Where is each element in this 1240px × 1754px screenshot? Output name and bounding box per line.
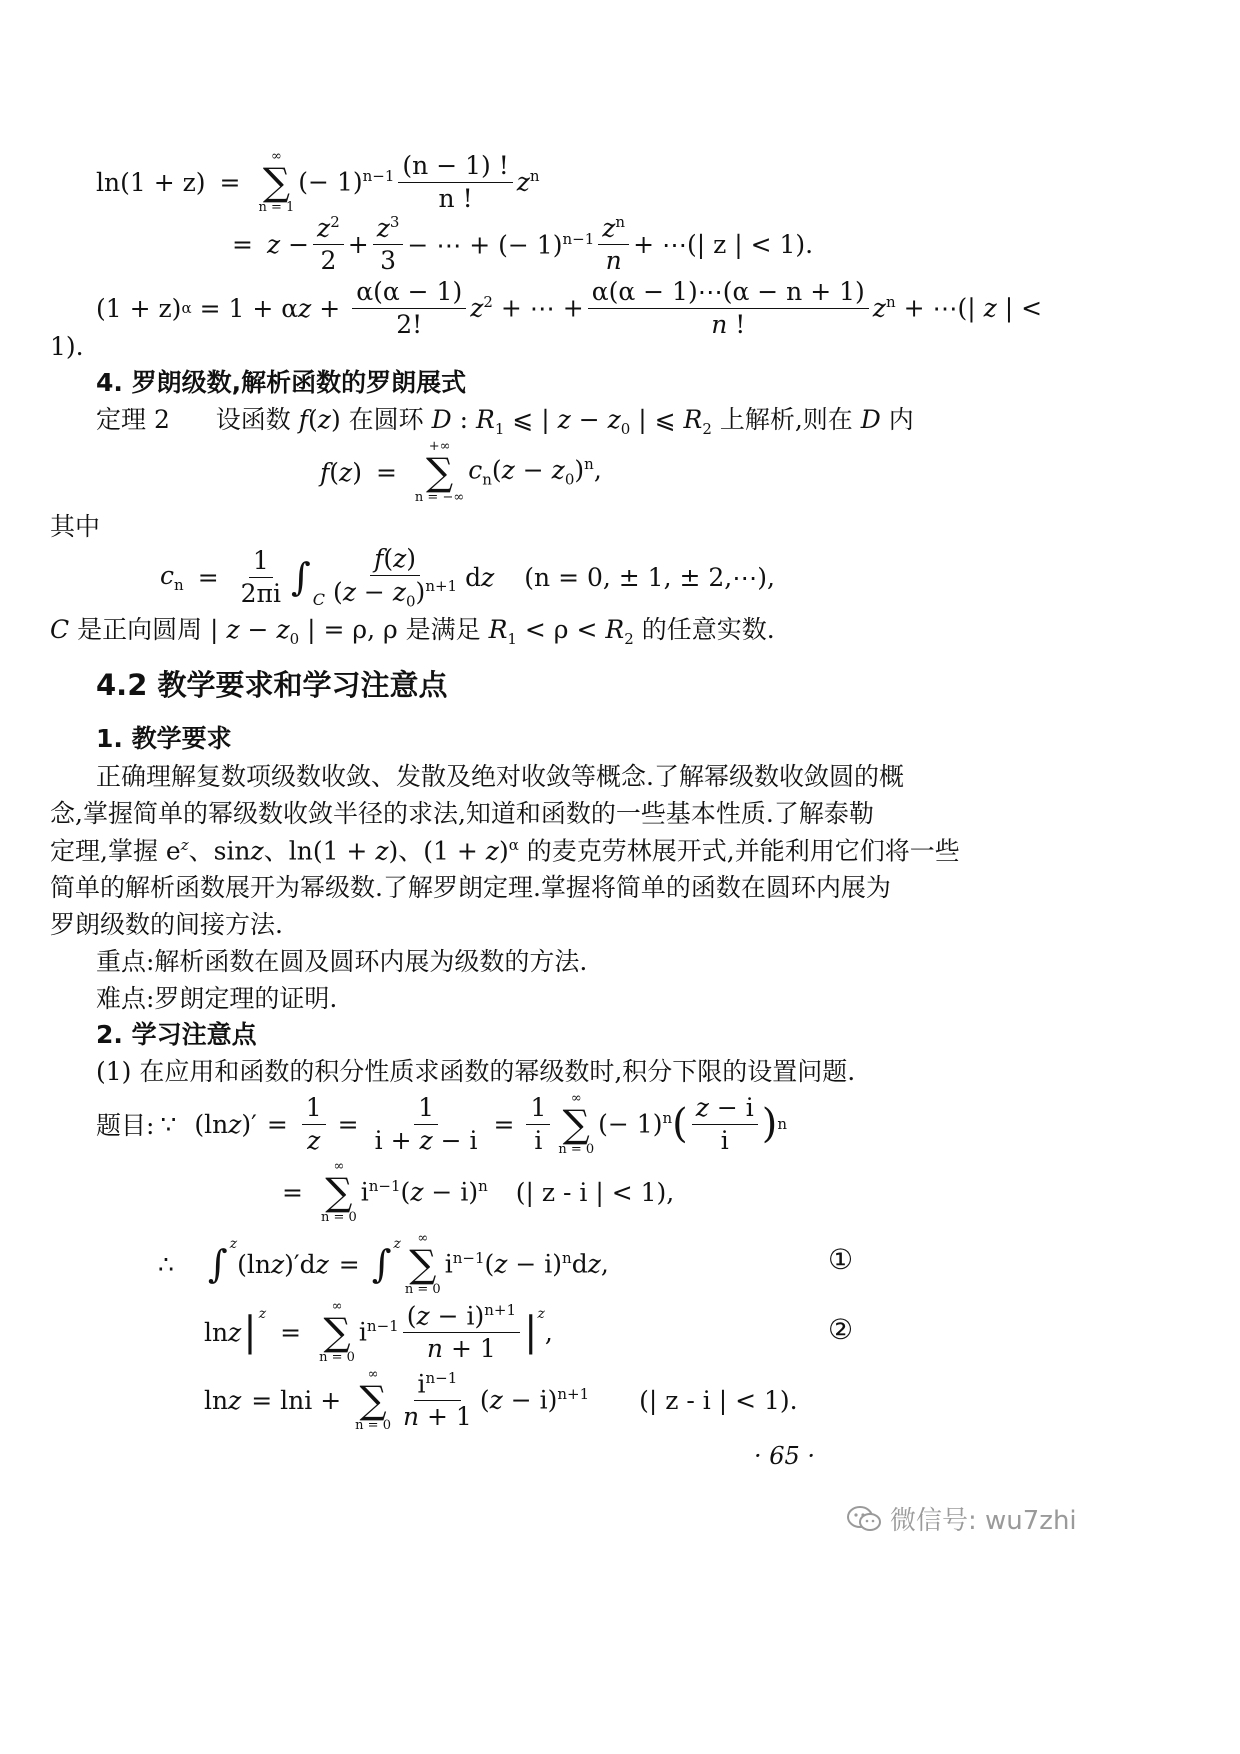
section-4-2-heading: 4.2 教学要求和学习注意点 <box>96 668 448 702</box>
problem-line5-condition: (| z - i | < 1). <box>639 1385 798 1415</box>
cn-condition: (n = 0, ± 1, ± 2,⋯), <box>524 562 775 592</box>
paragraph-line3-b: 的麦克劳林展开式,并能利用它们将一些 <box>526 836 960 866</box>
ln-series-line2: = z − $\frac{z^2}{2}$ + $\frac{z^3}{3}$ − ⋯ + (− 1)$^{n-1}$ $\frac{z^n}{n}$ + ⋯ (| z | < 1). <box>232 213 814 275</box>
key-point: 重点:解析函数在圆及圆环内展为级数的方法. <box>96 947 588 976</box>
problem-line3: ∴ ∫ z (lnz)′dz = ∫ z ∞ ∑ n = 0 $i^{n-1}(z - i)^ndz$, <box>158 1231 609 1297</box>
equation-marker-2: ② <box>828 1313 854 1346</box>
ln-series-line1: ln(1 + z) = ∞ ∑ n = 1 (− 1)$^{n-1}$ $\frac{(n - 1) !}{n !}$ $z^n$ <box>96 149 540 215</box>
problem-line2-condition: (| z - i | < 1), <box>515 1177 675 1207</box>
c-desc-c: 的任意实数. <box>641 615 775 644</box>
laurent-series: f(z) = +∞ ∑ n = −∞ $c_n(z - z_0)^n$, <box>320 439 602 505</box>
wechat-icon <box>846 1505 882 1533</box>
teaching-requirements-heading: 1. 教学要求 <box>96 724 232 753</box>
problem-line5: lnz = lni + ∞ ∑ n = 0 $\frac{i^{n-1}}{n + 1}$ $(z - i)^{n+1}$ (| z - i | < 1). <box>204 1367 798 1433</box>
theorem2-text-b: 在圆环 <box>348 405 424 434</box>
difficulty-point: 难点:罗朗定理的证明. <box>96 984 338 1013</box>
page-number: · 65 · <box>754 1442 816 1470</box>
paragraph-line3-a: 定理,掌握 <box>50 836 158 866</box>
problem-line2: = ∞ ∑ n = 0 $i^{n-1}(z - i)^n$ (| z - i | < 1), <box>282 1159 675 1225</box>
theorem2-text-d: 内 <box>888 405 914 434</box>
c-desc-a: 是正向圆周 <box>77 615 203 644</box>
ln-convergence: (| z | < 1). <box>687 229 814 259</box>
binomial-series: (1 + z) α = 1 + αz + $\frac{\alpha(\alpha - 1)}{2!}$ $z^2$ + ⋯ + $\frac{\alpha(\alpha - 1)\cdots(\alpha - n + 1)}{n !}$ $z^n$ + ⋯(| z | < <box>96 277 1043 339</box>
c-description: C 是正向圆周 | $z - z_0$ | = ρ, ρ 是满足 $R_1 < \rho < R_2$ 的任意实数. <box>50 615 775 648</box>
paragraph-line1: 正确理解复数项级数收敛、发散及绝对收敛等概念.了解幂级数收敛圆的概 <box>96 762 904 791</box>
watermark <box>846 1500 1077 1537</box>
equation-marker-1: ① <box>828 1243 854 1276</box>
theorem2-label: 定理 2 <box>96 405 170 434</box>
problem-label: 题目: <box>96 1111 155 1140</box>
problem-line4: lnz | z = ∞ ∑ n = 0 $i^{n-1}$ $\frac{(z - i)^{n+1}}{n + 1}$ | z , <box>204 1299 553 1365</box>
paragraph-line4: 简单的解析函数展开为幂级数.了解罗朗定理.掌握将简单的函数在圆环内展为 <box>50 873 891 902</box>
study-notes-heading: 2. 学习注意点 <box>96 1020 257 1049</box>
problem-line1: 题目: ∵ (lnz)′ = $\frac{1}{z}$ = $\frac{1}{i + z - i}$ = $\frac{1}{i}$ ∞ ∑ n = 0 (− 1)$^n$ ( $\frac{z - i}{i}$ ) n <box>96 1091 788 1157</box>
binom-lhs: (1 + z) <box>96 293 182 323</box>
where-text: 其中 <box>50 512 101 541</box>
theorem2-text-c: 上解析,则在 <box>719 405 853 434</box>
paragraph-line3: 定理,掌握 $e^z$、sinz、ln(1 + z)、$(1 + z)^\alpha$ 的麦克劳林展开式,并能利用它们将一些 <box>50 836 960 866</box>
ln-lhs: ln(1 + z) <box>96 167 206 197</box>
paragraph-line2: 念,掌握简单的幂级数收敛半径的求法,知道和函数的一些基本性质.了解泰勒 <box>50 799 874 828</box>
watermark-text: 微信号: wu7zhi <box>890 1506 1077 1536</box>
note-1: (1) 在应用和函数的积分性质求函数的幂级数时,积分下限的设置问题. <box>96 1057 856 1086</box>
binomial-continuation: 1). <box>50 332 84 361</box>
laurent-heading: 4. 罗朗级数,解析函数的罗朗展式 <box>96 368 467 397</box>
c-desc-b: 是满足 <box>405 615 481 644</box>
paragraph-line5: 罗朗级数的间接方法. <box>50 910 283 939</box>
theorem2: 定理 2 设函数 f(z) 在圆环 D : $R_1$ ⩽ | $z - z_0$ | ⩽ $R_2$ 上解析,则在 D 内 <box>96 405 914 438</box>
theorem2-text-a: 设函数 <box>215 405 291 434</box>
cn-formula: $c_n$ = $\frac{1}{2\pi i}$ ∫ C $\frac{f(z)}{(z - z_0)^{n+1}}$ dz (n = 0, ± 1, ± 2,⋯), <box>160 544 775 610</box>
